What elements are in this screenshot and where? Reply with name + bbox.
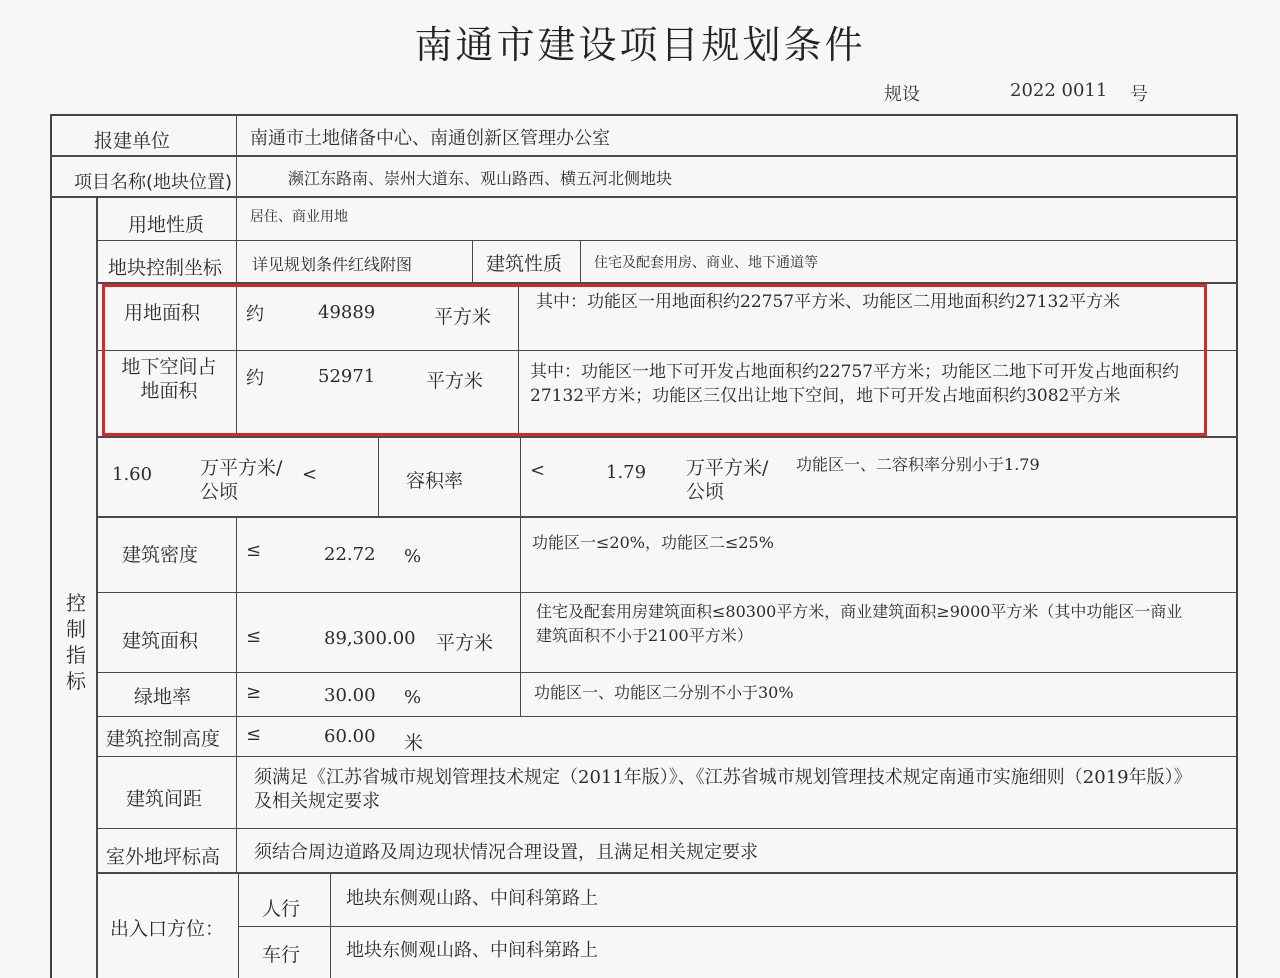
height-unit: 米	[404, 732, 424, 754]
column-divider	[472, 240, 473, 282]
row-divider	[96, 516, 1238, 518]
green-ratio-unit: %	[404, 687, 422, 708]
project-label: 项目名称(地块位置)	[74, 172, 233, 193]
density-value: 22.72	[324, 544, 376, 565]
row-divider	[96, 672, 1238, 673]
land-area-number: 49889	[318, 302, 376, 323]
far-label: 容积率	[406, 470, 464, 492]
building-nature-value: 住宅及配套用房、商业、地下通道等	[594, 255, 818, 271]
height-label: 建筑控制高度	[106, 728, 221, 750]
land-area-unit: 平方米	[434, 306, 492, 328]
height-sign: ≤	[246, 724, 262, 745]
column-divider	[236, 114, 237, 196]
spacing-label: 建筑间距	[126, 788, 203, 810]
row-divider	[96, 592, 1238, 593]
vehicle-value: 地块东侧观山路、中间科第路上	[346, 940, 598, 961]
green-ratio-label: 绿地率	[134, 686, 192, 708]
ground-level-value: 须结合周边道路及周边现状情况合理设置，且满足相关规定要求	[254, 842, 758, 863]
density-note: 功能区一≤20%，功能区二≤25%	[532, 533, 774, 552]
ground-level-label: 室外地坪标高	[106, 846, 221, 868]
column-divider	[96, 196, 98, 978]
underground-prefix: 约	[246, 368, 264, 389]
doc-code-number: 2022 0011	[1010, 80, 1108, 101]
far-right-value: 1.79	[606, 462, 647, 483]
column-divider	[236, 516, 237, 872]
document-title: 南通市建设项目规划条件	[414, 23, 866, 67]
control-indicators-label: 控制指标	[66, 591, 86, 693]
project-value: 濒江东路南、崇州大道东、观山路西、横五河北侧地块	[288, 169, 673, 188]
spacing-value: 须满足《江苏省城市规划管理技术规定（2011年版）》、《江苏省城市规划管理技术规定南通市实施细则（2019年版）》及相关规定要求	[254, 767, 1192, 812]
far-left-value: 1.60	[112, 464, 153, 485]
floor-area-label: 建筑面积	[122, 630, 199, 652]
entrance-label: 出入口方位：	[110, 918, 225, 940]
row-divider	[96, 436, 1238, 438]
floor-area-unit: 平方米	[436, 632, 494, 654]
far-left-sign: <	[302, 464, 318, 485]
row-divider	[96, 872, 1238, 874]
underground-area-label: 地下空间占地面积	[121, 356, 217, 402]
column-divider	[238, 872, 239, 978]
column-divider	[520, 436, 521, 516]
doc-code-label: 规设	[884, 84, 920, 105]
density-unit: %	[404, 546, 422, 567]
floor-area-value: 89,300.00	[324, 628, 416, 649]
land-use-label: 用地性质	[128, 214, 205, 236]
row-divider	[50, 196, 1238, 198]
far-right-unit: 万平方米/公顷	[686, 457, 769, 503]
pedestrian-value: 地块东侧观山路、中间科第路上	[346, 888, 598, 909]
row-divider	[96, 716, 1238, 717]
green-ratio-value: 30.00	[324, 685, 376, 706]
row-divider	[96, 756, 1238, 757]
applicant-value: 南通市土地储备中心、南通创新区管理办公室	[250, 128, 610, 149]
doc-code-suffix: 号	[1130, 84, 1148, 105]
coords-value: 详见规划条件红线附图	[252, 255, 413, 274]
column-divider	[378, 436, 379, 516]
row-divider	[96, 240, 1238, 241]
land-area-label: 用地面积	[124, 302, 201, 324]
applicant-label: 报建单位	[94, 130, 171, 152]
column-divider	[520, 516, 521, 716]
density-label: 建筑密度	[122, 544, 199, 566]
underground-unit: 平方米	[426, 370, 484, 392]
land-use-value: 居住、商业用地	[250, 209, 348, 225]
underground-note: 其中：功能区一地下可开发占地面积约22757平方米；功能区二地下可开发占地面积约27132平方米；功能区三仅出让地下空间，地下可开发占地面积约3082平方米	[530, 362, 1180, 406]
green-ratio-note: 功能区一、功能区二分别不小于30%	[534, 683, 794, 702]
density-sign: ≤	[246, 540, 262, 561]
far-right-sign: <	[530, 460, 546, 481]
row-divider	[50, 155, 1238, 157]
land-area-prefix: 约	[246, 304, 264, 325]
column-divider	[580, 240, 581, 282]
coords-label: 地块控制坐标	[108, 257, 223, 279]
height-value: 60.00	[324, 726, 376, 747]
far-note: 功能区一、二容积率分别小于1.79	[796, 455, 1040, 474]
row-divider	[238, 926, 1238, 927]
green-ratio-sign: ≥	[246, 682, 262, 703]
row-divider	[96, 828, 1238, 829]
building-nature-label: 建筑性质	[486, 253, 563, 275]
underground-number: 52971	[318, 366, 376, 387]
vehicle-label: 车行	[262, 944, 301, 966]
floor-area-note: 住宅及配套用房建筑面积≤80300平方米，商业建筑面积≥9000平方米（其中功能区一商业建筑面积不小于2100平方米）	[536, 602, 1183, 645]
column-divider	[330, 872, 331, 978]
land-area-note: 其中：功能区一用地面积约22757平方米、功能区二用地面积约27132平方米	[536, 292, 1121, 312]
floor-area-sign: ≤	[246, 626, 262, 647]
highlight-box	[102, 284, 1207, 436]
pedestrian-label: 人行	[262, 898, 301, 920]
far-left-unit: 万平方米/公顷	[200, 457, 283, 503]
